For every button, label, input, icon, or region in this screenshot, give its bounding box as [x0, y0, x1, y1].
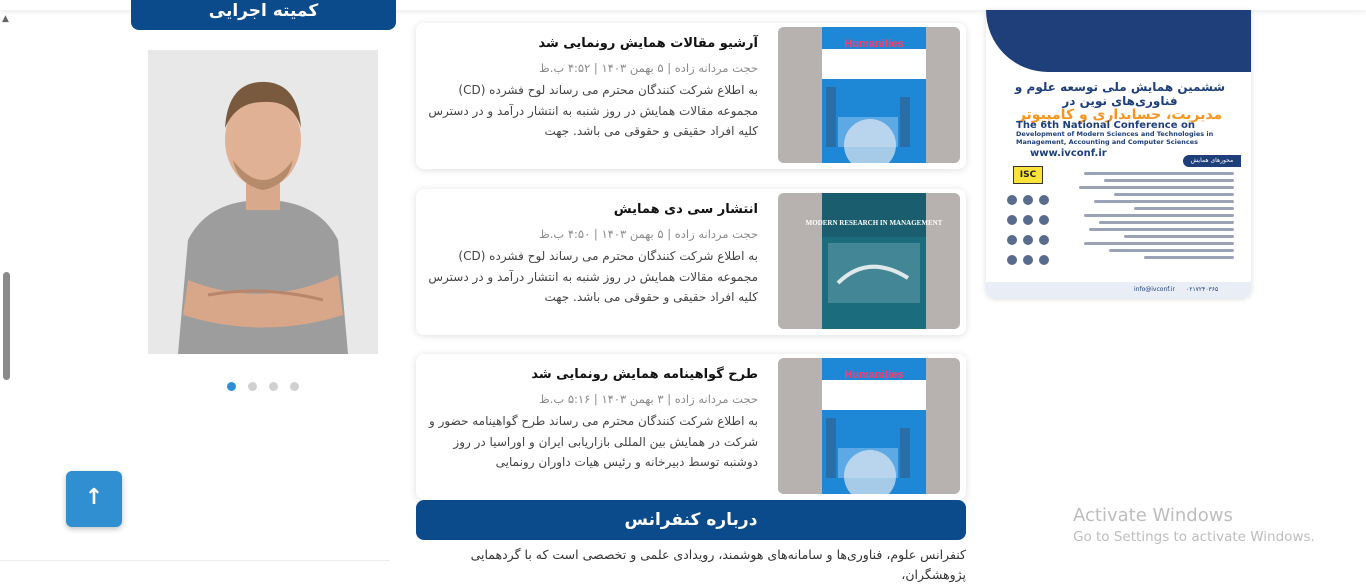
news-meta: حجت مردانه زاده | ۵ بهمن ۱۴۰۳ | ۴:۵۰ ب.ظ: [539, 227, 758, 241]
poster-title: [1000, 80, 1240, 122]
book-cover-image: [778, 358, 960, 494]
news-excerpt: به اطلاع شرکت کنندگان محترم می رساند لوح فشرده (CD) مجموعه مقالات همایش در روز شنبه به انتشار درآمد و در دسترس کلیه افراد حقیقی و حقوقی می باشد. جهت: [428, 83, 758, 138]
news-thumbnail[interactable]: [778, 193, 960, 329]
carousel-dot[interactable]: [269, 382, 278, 391]
news-excerpt: به اطلاع شرکت کنندگان محترم می رساند طرح گواهینامه حضور و شرکت در همایش بین المللی بازاریابی ایران و اوراسیا در روز دوشنبه توسط دبیرخانه و رئیس هیات داوران رونمایی: [428, 414, 758, 469]
news-card[interactable]: [416, 189, 966, 335]
news-title[interactable]: انتشار سی دی همایش: [613, 202, 758, 217]
news-meta: حجت مردانه زاده | ۵ بهمن ۱۴۰۳ | ۴:۵۲ ب.ظ: [539, 61, 758, 75]
news-card[interactable]: [416, 354, 966, 500]
poster-sponsor-logos: [1004, 192, 1064, 272]
carousel-dot[interactable]: [227, 382, 236, 391]
poster-footer: [986, 282, 1251, 298]
poster-en-line1: The 6th National Conference on: [1016, 120, 1195, 131]
carousel-dot[interactable]: [290, 382, 299, 391]
poster-title-line2: مدیریت، حسابداری و کامپیوتر: [1017, 107, 1223, 123]
poster-english-title: [1016, 122, 1236, 146]
book-cover-image: [778, 193, 960, 329]
news-excerpt: به اطلاع شرکت کنندگان محترم می رساند لوح فشرده (CD) مجموعه مقالات همایش در روز شنبه به انتشار درآمد و در دسترس کلیه افراد حقیقی و حقوقی می باشد. جهت: [428, 249, 758, 304]
poster-axes-label: محورهای همایش: [1183, 155, 1241, 167]
poster-email: info@ivconf.ir: [1134, 286, 1175, 293]
committee-member-photo: [148, 50, 378, 354]
poster-en-line3: Management, Accounting and Computer Sciences: [1016, 138, 1199, 146]
scroll-to-top-button[interactable]: [66, 471, 122, 527]
news-meta: حجت مردانه زاده | ۳ بهمن ۱۴۰۳ | ۵:۱۶ ب.ظ: [539, 392, 758, 406]
news-thumbnail[interactable]: [778, 358, 960, 494]
poster-banner: [986, 10, 1251, 72]
conference-poster[interactable]: [986, 10, 1251, 298]
watermark-line2: Go to Settings to activate Windows.: [1073, 529, 1315, 545]
poster-url: www.ivconf.ir: [1030, 148, 1107, 159]
arrow-up-icon: ↑: [84, 485, 104, 510]
news-title[interactable]: آرشیو مقالات همایش رونمایی شد: [538, 36, 758, 51]
news-title[interactable]: طرح گواهینامه همایش رونمایی شد: [531, 367, 758, 382]
about-conference-text: کنفرانس علوم، فناوری‌ها و سامانه‌های هوشمند، رویدادی علمی و تخصصی است که با گردهمایی پژوهشگران،: [470, 547, 966, 582]
poster-topics-list: [1074, 172, 1234, 263]
scroll-up-arrow-icon[interactable]: ▲: [2, 14, 9, 24]
thumb-text: MODERN RESEARCH IN MANAGEMENT: [805, 219, 943, 227]
person-image: [148, 50, 378, 354]
news-card[interactable]: [416, 23, 966, 169]
about-conference-header: درباره کنفرانس: [416, 500, 966, 540]
carousel-dot[interactable]: [248, 382, 257, 391]
book-cover-image: [778, 27, 960, 163]
thumb-text: Humanities: [844, 38, 904, 50]
windows-activation-watermark: [1073, 505, 1315, 547]
poster-en-line2: Development of Modern Sciences and Technologies in: [1016, 130, 1214, 138]
watermark-line1: Activate Windows: [1073, 505, 1233, 526]
thumb-text: Humanities: [844, 369, 904, 381]
isc-logo: ISC: [1013, 166, 1043, 184]
news-thumbnail[interactable]: [778, 27, 960, 163]
poster-phone: ۰۲۱۷۲۴۰۳۶۵: [1186, 286, 1219, 293]
scrollbar-thumb[interactable]: [3, 272, 10, 380]
poster-title-line1: ششمین همایش ملی توسعه علوم و فناوری‌های نوین در: [1014, 80, 1226, 108]
committee-header: کمیته اجرایی: [131, 0, 396, 30]
